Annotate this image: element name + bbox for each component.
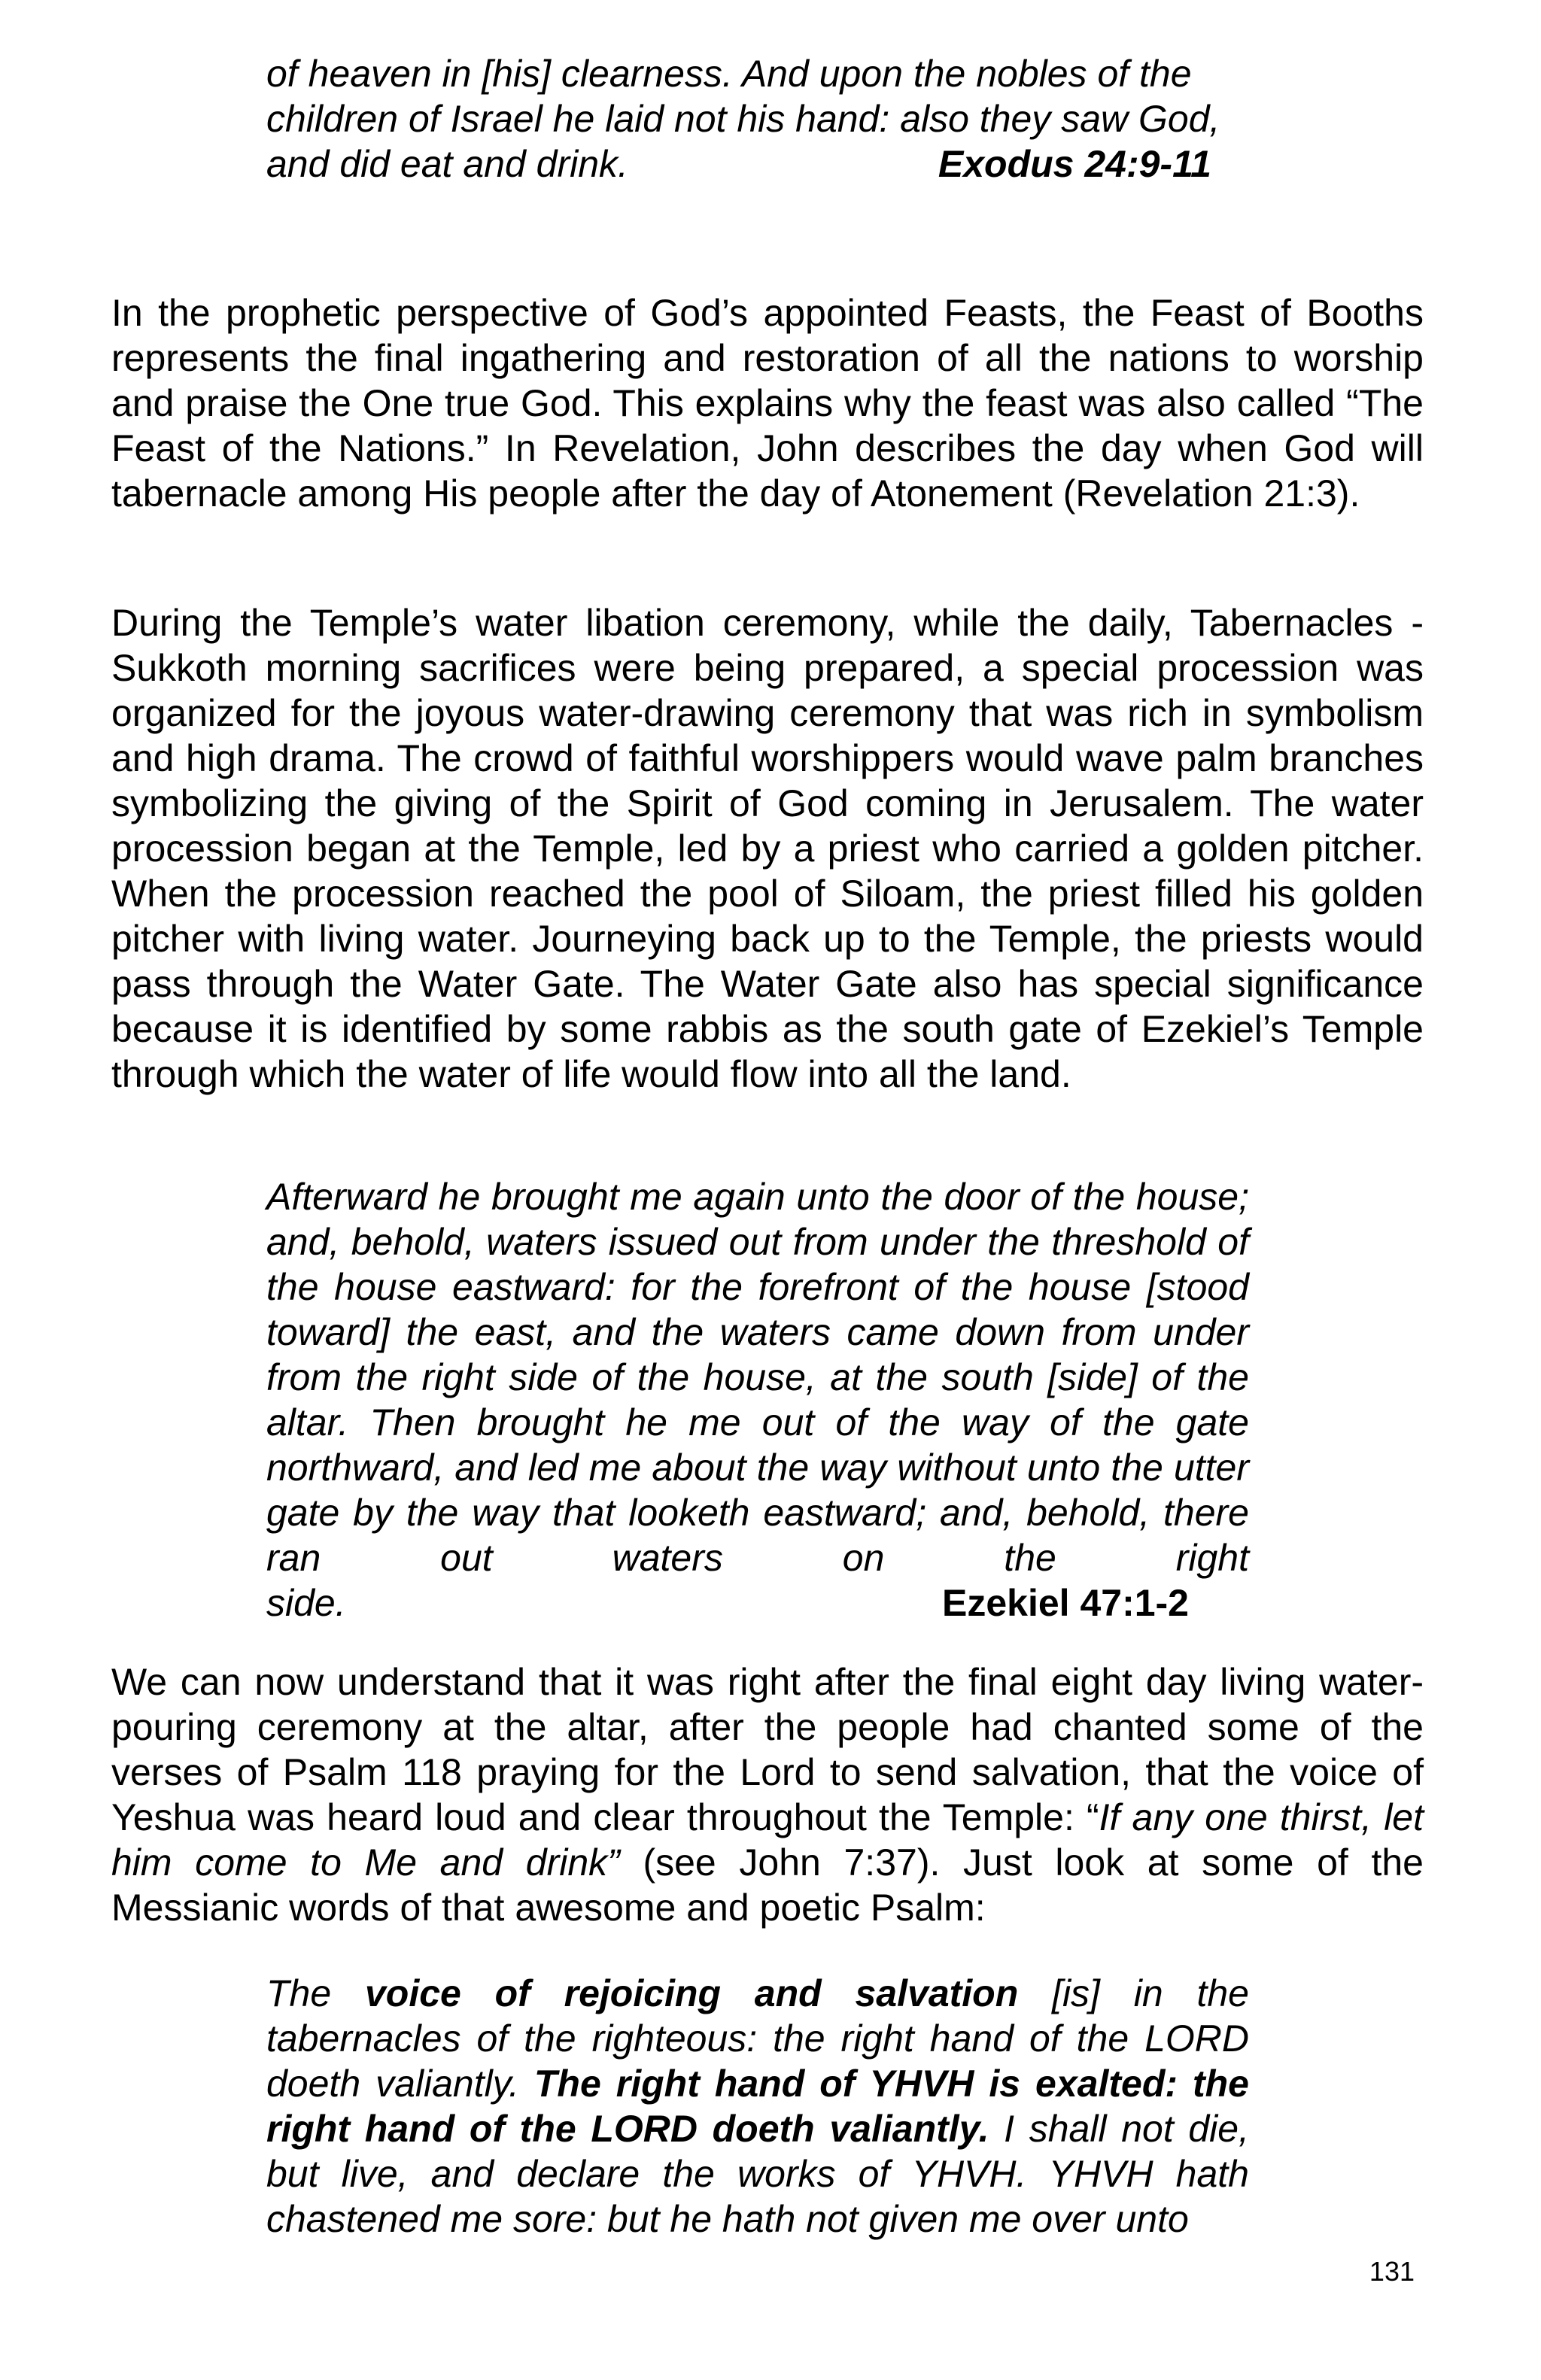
psalm-quote-bold-1: voice of rejoicing and salvation bbox=[364, 1972, 1019, 2014]
ezekiel-quote-last-line bbox=[266, 1580, 1249, 1626]
exodus-quote-line-1: of heaven in [his] clearness. And upon the nobles of the bbox=[266, 53, 1192, 95]
psalm-quote-text-1: The bbox=[266, 1972, 365, 2014]
paragraph-yeshua-voice bbox=[111, 1659, 1424, 1930]
ezekiel-quote-text: Afterward he brought me again unto the door of the house; and, behold, waters issued out from under the threshold of the house eastward: for the forefront of the house [stood toward] the east, and the waters came down from under from the right side of the house, at the south [side] of the altar. Then brought he me out of the way of the gate northward, and led me about the way without unto the utter gate by the way that looketh eastward; and, behold, there ran out waters on the right bbox=[266, 1176, 1249, 1579]
paragraph-yeshua-voice-part1: We can now understand that it was right after the final eight day living water-pouring ceremony at the altar, after the people had chanted some of the verses of Psalm 118 praying for the Lord to send salvation, that the voice of Yeshua was heard loud and clear throughout the Temple: “ bbox=[111, 1661, 1424, 1838]
paragraph-feast-of-booths: In the prophetic perspective of God’s appointed Feasts, the Feast of Booths represents the final ingathering and restoration of all the nations to worship and praise the One true God. This explains why the feast was also called “The Feast of the Nations.” In Revelation, John describes the day when God will tabernacle among His people after the day of Atonement (Revelation 21:3). bbox=[111, 292, 1424, 515]
psalm-quote bbox=[266, 1971, 1249, 2242]
psalm-quote-bold-2: The right hand of YHVH is exalted: the right hand of the LORD doeth valiantly. bbox=[266, 2063, 1249, 2150]
exodus-reference: Exodus 24:9-11 bbox=[938, 143, 1211, 185]
ezekiel-quote-last-text: side. bbox=[266, 1582, 346, 1624]
psalm-quote-text-2: [is] in the tabernacles of the righteous: the right hand of the LORD doeth valiantly. bbox=[266, 1972, 1249, 2105]
ezekiel-reference: Ezekiel 47:1-2 bbox=[942, 1582, 1189, 1624]
psalm-quote-text-3: I shall not die, but live, and declare the works of YHVH. YHVH hath chastened me sore: but he hath not given me over unto bbox=[266, 2108, 1249, 2240]
paragraph-yeshua-voice-part2: (see John 7:37). Just look at some of the Messianic words of that awesome and poetic Psalm: bbox=[111, 1841, 1424, 1929]
exodus-quote-line-2: children of Israel he laid not his hand: also they saw God, bbox=[266, 98, 1220, 140]
paragraph-water-libation: During the Temple’s water libation ceremony, while the daily, Tabernacles - Sukkoth morning sacrifices were being prepared, a special procession was organized for the joyous water-drawing ceremony that was rich in symbolism and high drama. The crowd of faithful worshippers would wave palm branches symbolizing the giving of the Spirit of God coming in Jerusalem. The water procession began at the Temple, led by a priest who carried a golden pitcher. When the procession reached the pool of Siloam, the priest filled his golden pitcher with living water. Journeying back up to the Temple, the priests would pass through the Water Gate. The Water Gate also has special significance because it is identified by some rabbis as the south gate of Ezekiel’s Temple through which the water of life would flow into all the land. bbox=[111, 602, 1424, 1095]
page-number: 131 bbox=[1369, 2256, 1415, 2287]
ezekiel-quote bbox=[266, 1174, 1249, 1626]
exodus-quote-last-text: and did eat and drink. bbox=[266, 143, 628, 185]
paragraph-yeshua-voice-quote: If any one thirst, let him come to Me and drink” bbox=[111, 1796, 1424, 1884]
exodus-quote bbox=[266, 51, 1249, 187]
exodus-quote-last-line bbox=[266, 141, 1249, 187]
